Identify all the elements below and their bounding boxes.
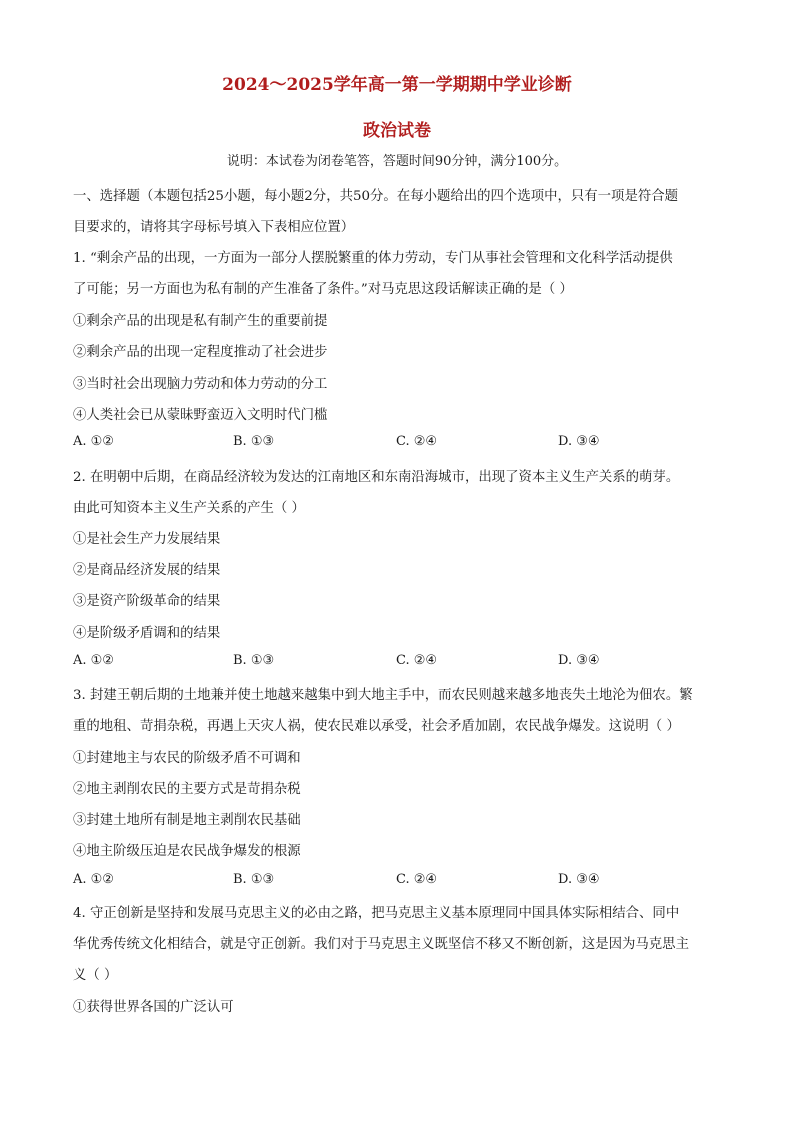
question-2-statement-2: ②是商品经济发展的结果 <box>73 563 221 578</box>
option-a[interactable]: A. ①② <box>73 434 114 449</box>
option-a[interactable]: A. ①② <box>73 653 114 668</box>
section-heading-line-2: 目要求的，请将其字母标号填入下表相应位置） <box>73 220 355 235</box>
question-4-stem-line-2: 华优秀传统文化相结合，就是守正创新。我们对于马克思主义既坚信不移又不断创新，这是因为马克思主 <box>73 937 689 952</box>
option-c[interactable]: C. ②④ <box>396 872 438 887</box>
option-b[interactable]: B. ①③ <box>233 434 275 449</box>
option-b[interactable]: B. ①③ <box>233 653 275 668</box>
question-4-statement-1: ①获得世界各国的广泛认可 <box>73 1000 234 1015</box>
option-d[interactable]: D. ③④ <box>558 872 600 887</box>
option-a[interactable]: A. ①② <box>73 872 114 887</box>
question-1-stem-line-2: 了可能；另一方面也为私有制的产生准备了条件。”对马克思这段话解读正确的是（ ） <box>73 282 573 297</box>
question-3-statement-4: ④地主阶级压迫是农民战争爆发的根源 <box>73 844 301 859</box>
option-d[interactable]: D. ③④ <box>558 653 600 668</box>
question-3-statement-2: ②地主剥削农民的主要方式是苛捐杂税 <box>73 782 301 797</box>
question-2-stem-line-1: 2. 在明朝中后期，在商品经济较为发达的江南地区和东南沿海城市，出现了资本主义生产关系的萌芽。 <box>73 470 680 485</box>
option-c[interactable]: C. ②④ <box>396 653 438 668</box>
option-c[interactable]: C. ②④ <box>396 434 438 449</box>
question-2-statement-1: ①是社会生产力发展结果 <box>73 532 221 547</box>
question-2-statement-3: ③是资产阶级革命的结果 <box>73 594 221 609</box>
option-b[interactable]: B. ①③ <box>233 872 275 887</box>
question-2-stem-line-2: 由此可知资本主义生产关系的产生（ ） <box>73 501 305 516</box>
question-1-statement-3: ③当时社会出现脑力劳动和体力劳动的分工 <box>73 377 328 392</box>
option-d[interactable]: D. ③④ <box>558 434 600 449</box>
question-1-statement-4: ④人类社会已从蒙昧野蛮迈入文明时代门槛 <box>73 408 328 423</box>
section-heading-line-1: 一、选择题（本题包括25小题，每小题2分，共50分。在每小题给出的四个选项中，只有一项是符合题 <box>73 189 679 204</box>
exam-title: 2024～2025学年高一第一学期期中学业诊断 <box>222 75 572 95</box>
question-3-statement-3: ③封建土地所有制是地主剥削农民基础 <box>73 813 301 828</box>
question-1-statement-2: ②剩余产品的出现一定程度推动了社会进步 <box>73 345 328 360</box>
question-3-stem-line-2: 重的地租、苛捐杂税，再遇上天灾人祸，使农民难以承受，社会矛盾加剧，农民战争爆发。这说明（ ） <box>73 719 680 734</box>
question-4-stem-line-1: 4. 守正创新是坚持和发展马克思主义的必由之路，把马克思主义基本原理同中国具体实际相结合、同中 <box>73 906 680 921</box>
exam-instructions: 说明：本试卷为闭卷笔答，答题时间90分钟，满分100分。 <box>226 154 568 169</box>
question-1-statement-1: ①剩余产品的出现是私有制产生的重要前提 <box>73 314 328 329</box>
question-1-stem-line-1: 1. “剩余产品的出现，一方面为一部分人摆脱繁重的体力劳动，专门从事社会管理和文化科学活动提供 <box>73 251 673 266</box>
question-3-stem-line-1: 3. 封建王朝后期的土地兼并使土地越来越集中到大地主手中，而农民则越来越多地丧失土地沦为佃农。繁 <box>73 688 693 703</box>
question-2-statement-4: ④是阶级矛盾调和的结果 <box>73 626 221 641</box>
exam-subject: 政治试卷 <box>363 121 431 141</box>
question-3-statement-1: ①封建地主与农民的阶级矛盾不可调和 <box>73 751 301 766</box>
question-4-stem-line-3: 义（ ） <box>73 968 118 983</box>
